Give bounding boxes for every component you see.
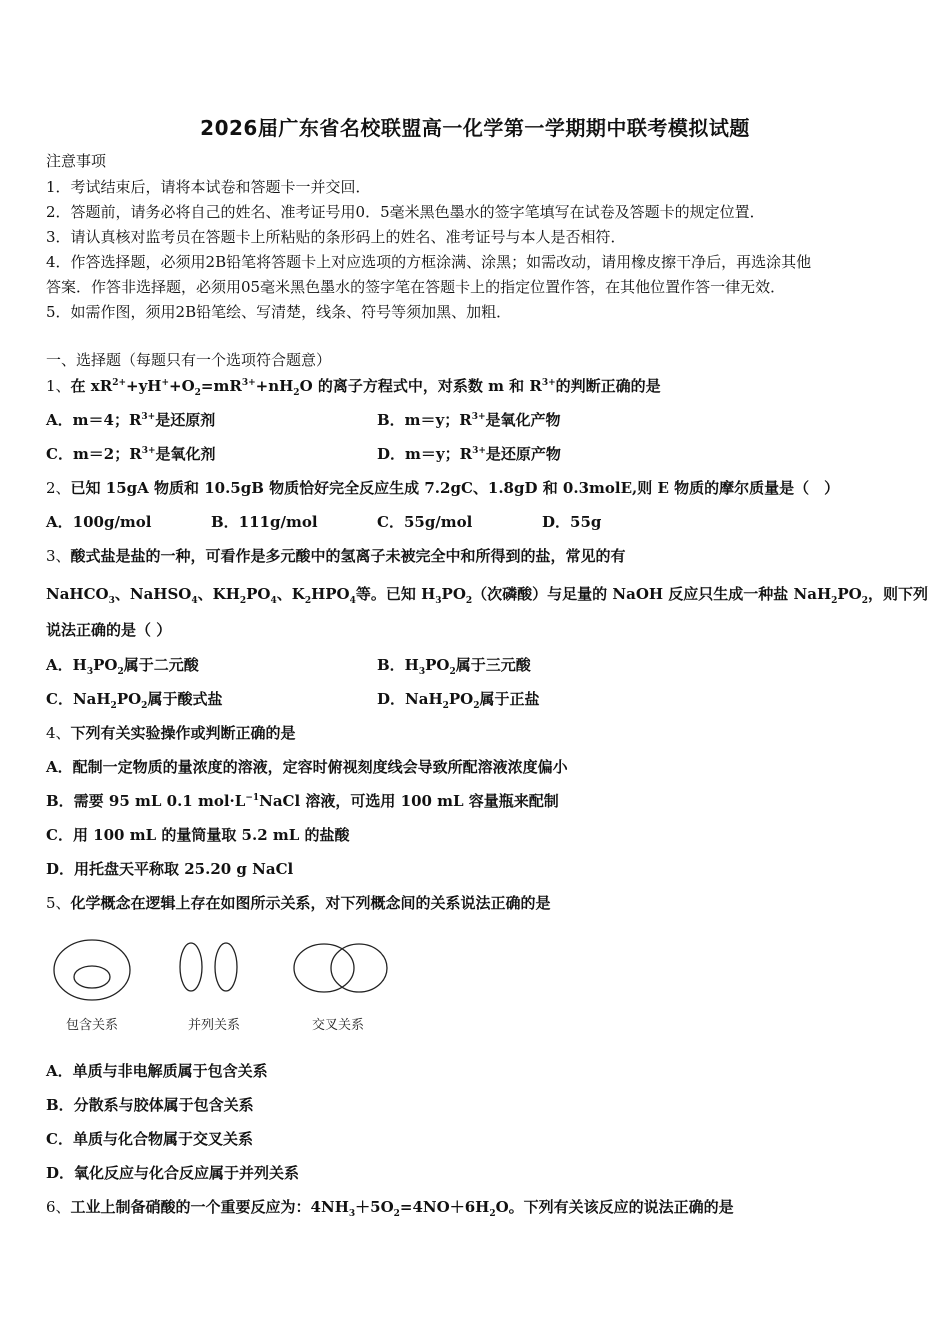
question-5 bbox=[46, 893, 551, 913]
page-title: 2026届广东省名校联盟高一化学第一学期期中联考模拟试题 bbox=[200, 116, 750, 140]
q2-option-a: A．100g/mol bbox=[46, 513, 152, 531]
q5-option-d: D．氧化反应与化合反应属于并列关系 bbox=[46, 1164, 300, 1182]
notice-item-2: 2．答题前，请务必将自己的姓名、准考证号用0．5毫米黑色墨水的签字笔填写在试卷及答题卡的规定位置． bbox=[46, 203, 765, 221]
notice-item-1: 1．考试结束后，请将本试卷和答题卡一并交回． bbox=[46, 178, 371, 196]
question-1 bbox=[46, 376, 661, 396]
question-number: 6、 bbox=[46, 1198, 71, 1216]
question-text: 工业上制备硝酸的一个重要反应为：$4NH_3+5O_2=4NO+6H_2O$。下列有关该反应的说法正确的是 bbox=[70, 1198, 734, 1219]
question-4 bbox=[46, 723, 296, 743]
intersection-diagram bbox=[294, 944, 387, 992]
inclusion-diagram bbox=[54, 940, 130, 1000]
q2-option-d: D．55g bbox=[542, 513, 602, 531]
question-text: 已知 15gA 物质和 10.5gB 物质恰好完全反应生成 7.2gC、1.8gD 和 0.3molE,则 E 物质的摩尔质量是（ ） bbox=[70, 479, 840, 497]
question-2 bbox=[46, 478, 839, 498]
q4-option-c: C．用 100 mL 的量筒量取 5.2 mL 的盐酸 bbox=[46, 826, 350, 844]
question-number: 5、 bbox=[46, 894, 71, 912]
caption-intersection: 交叉关系 bbox=[312, 1018, 365, 1033]
q3-option-d: D．$NaH_2PO_2$属于正盐 bbox=[377, 690, 540, 711]
q2-option-c: C．55g/mol bbox=[377, 513, 473, 531]
q4-option-a: A．配制一定物质的量浓度的溶液，定容时俯视刻度线会导致所配溶液浓度偏小 bbox=[46, 758, 568, 776]
question-6 bbox=[46, 1197, 734, 1217]
notice-item-4-cont: 答案．作答非选择题，必须用05毫米黑色墨水的签字笔在答题卡上的指定位置作答，在其他位置作答一律无效． bbox=[46, 278, 786, 296]
q1-option-d: D．m＝y；$R^{3+}$是还原产物 bbox=[377, 445, 561, 463]
question-text: 在 $xR^{2+}+yH^++O_2=mR^{3+}+nH_2O$ 的离子方程式中，对系数 m 和 $R^{3+}$的判断正确的是 bbox=[70, 377, 661, 398]
relationship-diagram bbox=[46, 930, 406, 1010]
question-text: 酸式盐是盐的一种，可看作是多元酸中的氢离子未被完全中和所得到的盐，常见的有 bbox=[70, 547, 626, 565]
question-3-line-2: NaHCO$_3$、NaHSO$_4$、$KH_2PO_4$、$K_2HPO_4$等。已知 $H_3PO_2$（次磷酸）与足量的 NaOH 反应只生成一种盐 $NaH_2PO_2$，则下列 bbox=[46, 585, 929, 606]
question-number: 1、 bbox=[46, 377, 71, 395]
q1-option-a: A．m＝4；$R^{3+}$是还原剂 bbox=[46, 411, 216, 429]
notice-item-4: 4．作答选择题，必须用2B铅笔将答题卡上对应选项的方框涂满、涂黑；如需改动，请用橡皮擦干净后，再选涂其他 bbox=[46, 253, 812, 271]
section-heading: 一、选择题（每题只有一个选项符合题意） bbox=[46, 351, 332, 369]
q4-option-b: B．需要 95 mL 0.1 $mol\cdot L^{-1}NaCl$ 溶液，可选用 100 mL 容量瓶来配制 bbox=[46, 792, 559, 810]
caption-parallel: 并列关系 bbox=[188, 1018, 241, 1033]
notice-heading: 注意事项 bbox=[46, 152, 107, 170]
q2-option-b: B．111g/mol bbox=[211, 513, 318, 531]
question-3 bbox=[46, 546, 626, 566]
caption-inclusion: 包含关系 bbox=[66, 1018, 119, 1033]
question-number: 4、 bbox=[46, 724, 71, 742]
q5-option-c: C．单质与化合物属于交叉关系 bbox=[46, 1130, 253, 1148]
question-text: 化学概念在逻辑上存在如图所示关系，对下列概念间的关系说法正确的是 bbox=[70, 894, 551, 912]
q1-option-c: C．m＝2；$R^{3+}$是氧化剂 bbox=[46, 445, 216, 463]
question-text: 下列有关实验操作或判断正确的是 bbox=[70, 724, 296, 742]
q3-option-b: B．$H_3PO_2$属于三元酸 bbox=[377, 656, 531, 677]
question-number: 2、 bbox=[46, 479, 71, 497]
q3-option-c: C．$NaH_2PO_2$属于酸式盐 bbox=[46, 690, 223, 711]
q4-option-d: D．用托盘天平称取 25.20 g NaCl bbox=[46, 860, 294, 878]
q3-option-a: A．$H_3PO_2$属于二元酸 bbox=[46, 656, 199, 677]
question-3-line-3: 说法正确的是（ ） bbox=[46, 621, 172, 639]
q5-option-a: A．单质与非电解质属于包含关系 bbox=[46, 1062, 268, 1080]
notice-item-5: 5．如需作图，须用2B铅笔绘、写清楚，线条、符号等须加黑、加粗． bbox=[46, 303, 512, 321]
notice-item-3: 3．请认真核对监考员在答题卡上所粘贴的条形码上的姓名、准考证号与本人是否相符． bbox=[46, 228, 626, 246]
question-number: 3、 bbox=[46, 547, 71, 565]
q5-option-b: B．分散系与胶体属于包含关系 bbox=[46, 1096, 254, 1114]
parallel-diagram bbox=[180, 943, 237, 991]
q1-option-b: B．m＝y；$R^{3+}$是氧化产物 bbox=[377, 411, 561, 429]
